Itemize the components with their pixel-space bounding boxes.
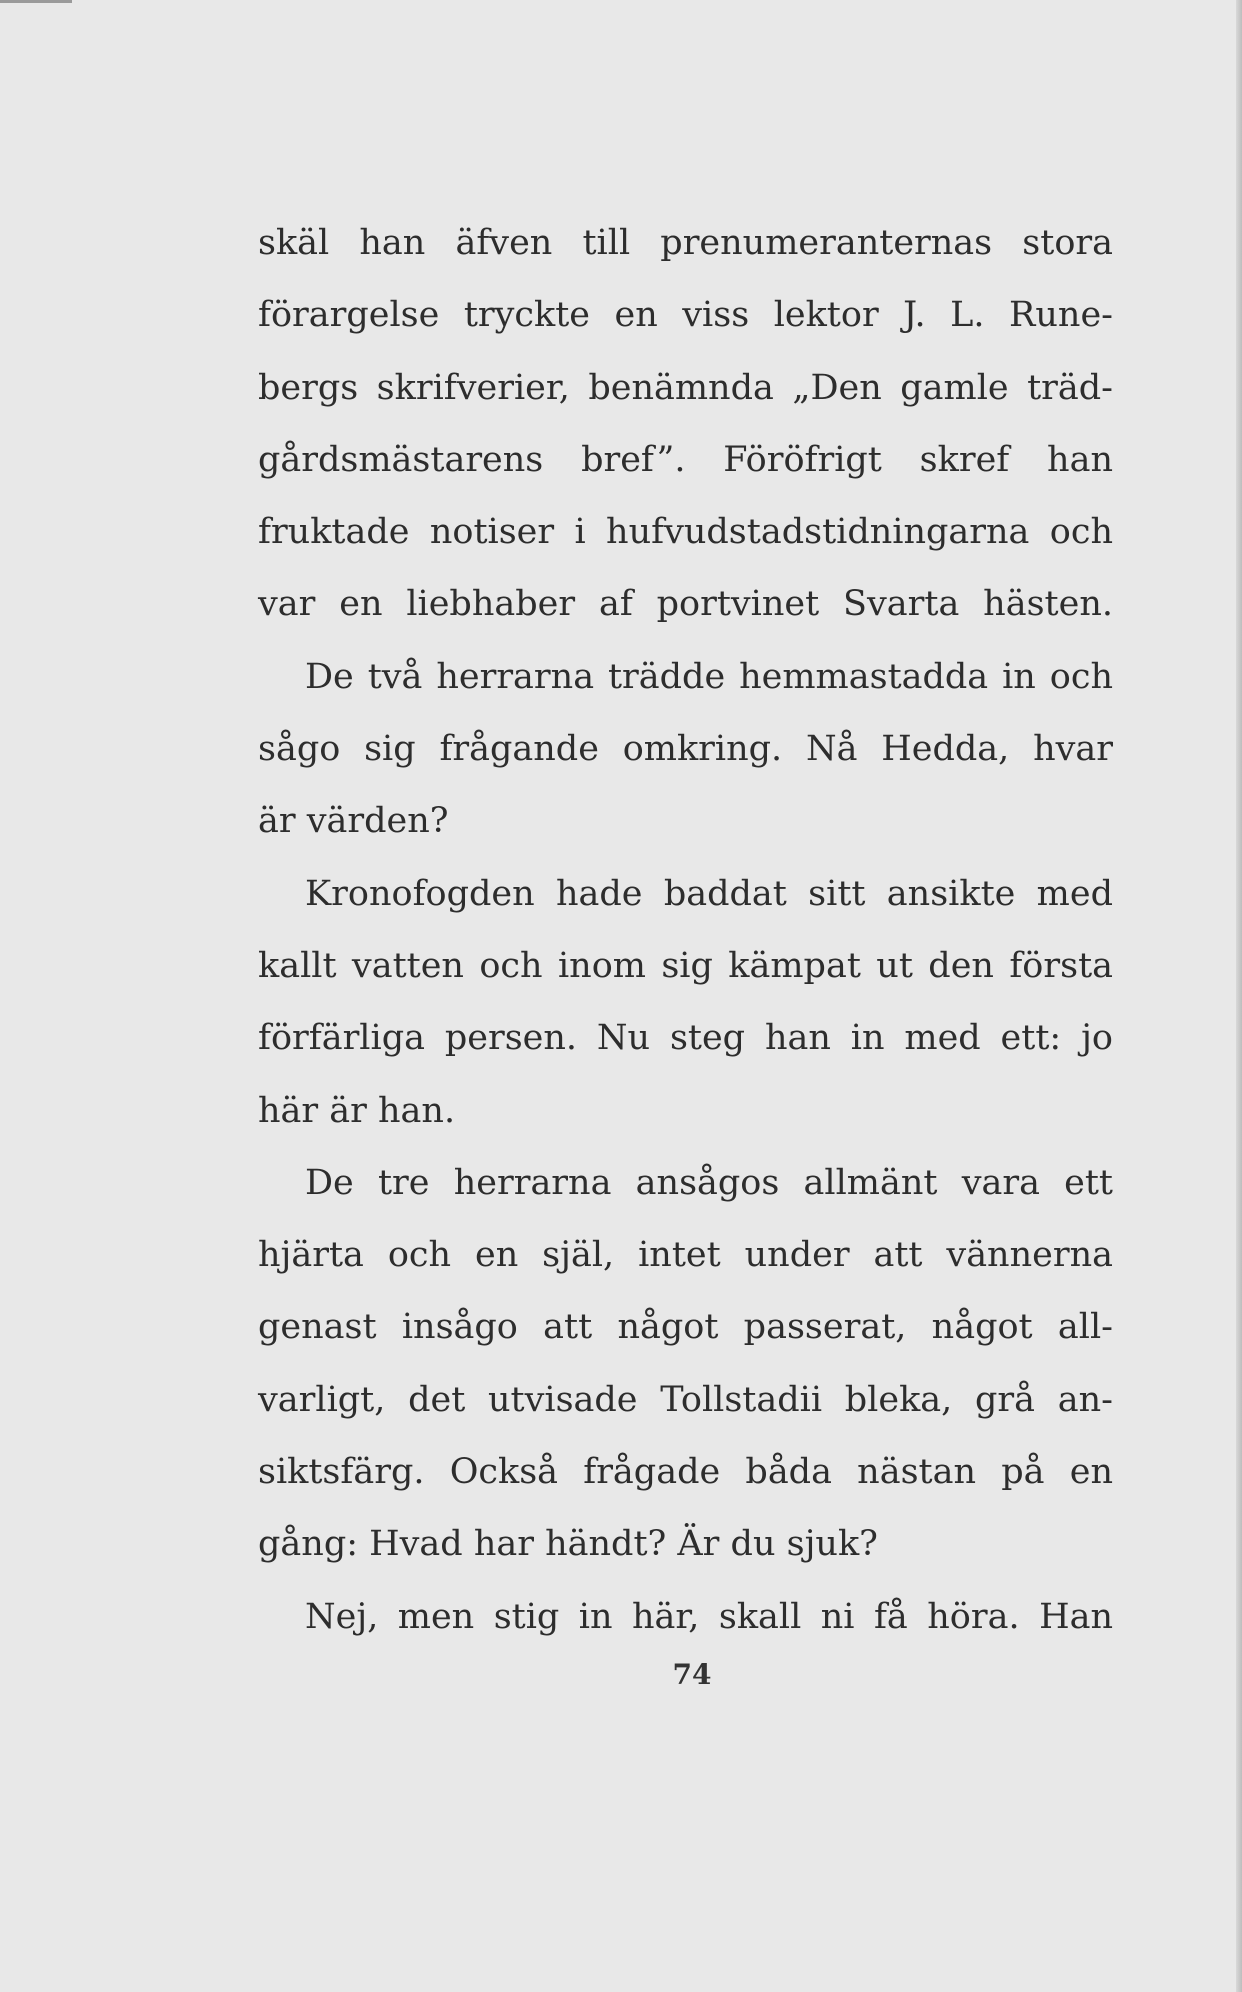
text-line: här är han. xyxy=(258,1090,456,1131)
text-line: är värden? xyxy=(258,801,449,842)
text-line: bergs skrifverier, benämnda „Den gamle träd- xyxy=(258,367,1113,408)
scan-top-mark xyxy=(0,0,72,3)
text-line: gårdsmästarens bref”. Föröfrigt skref han xyxy=(258,439,1113,480)
text-line: siktsfärg. Också frågade båda nästan på en xyxy=(258,1452,1113,1493)
text-line: sågo sig frågande omkring. Nå Hedda, hvar xyxy=(258,729,1113,770)
text-line: varligt, det utvisade Tollstadii bleka, grå an- xyxy=(258,1379,1113,1420)
text-line: var en liebhaber af portvinet Svarta hästen. xyxy=(258,584,1113,625)
text-line: förargelse tryckte en viss lektor J. L. Rune- xyxy=(258,295,1113,336)
text-line: hjärta och en själ, intet under att vännerna xyxy=(258,1235,1113,1276)
page-number: 74 xyxy=(672,1658,712,1691)
text-line: genast insågo att något passerat, något all- xyxy=(258,1307,1113,1348)
text-line: De tre herrarna ansågos allmänt vara ett xyxy=(305,1162,1113,1203)
text-line: skäl han äfven till prenumeranternas stora xyxy=(258,223,1113,263)
text-line: fruktade notiser i hufvudstadstidningarna och xyxy=(258,512,1113,553)
text-line: De två herrarna trädde hemmastadda in och xyxy=(305,656,1113,697)
text-line: gång: Hvad har händt? Är du sjuk? xyxy=(258,1524,878,1565)
text-line: Nej, men stig in här, skall ni få höra. Han xyxy=(305,1596,1113,1637)
text-line: Kronofogden hade baddat sitt ansikte med xyxy=(305,873,1113,914)
body-text xyxy=(258,207,1113,1653)
page-edge xyxy=(1236,0,1242,1992)
text-line: kallt vatten och inom sig kämpat ut den första xyxy=(258,945,1113,986)
text-line: förfärliga persen. Nu steg han in med ett: jo xyxy=(258,1018,1113,1059)
